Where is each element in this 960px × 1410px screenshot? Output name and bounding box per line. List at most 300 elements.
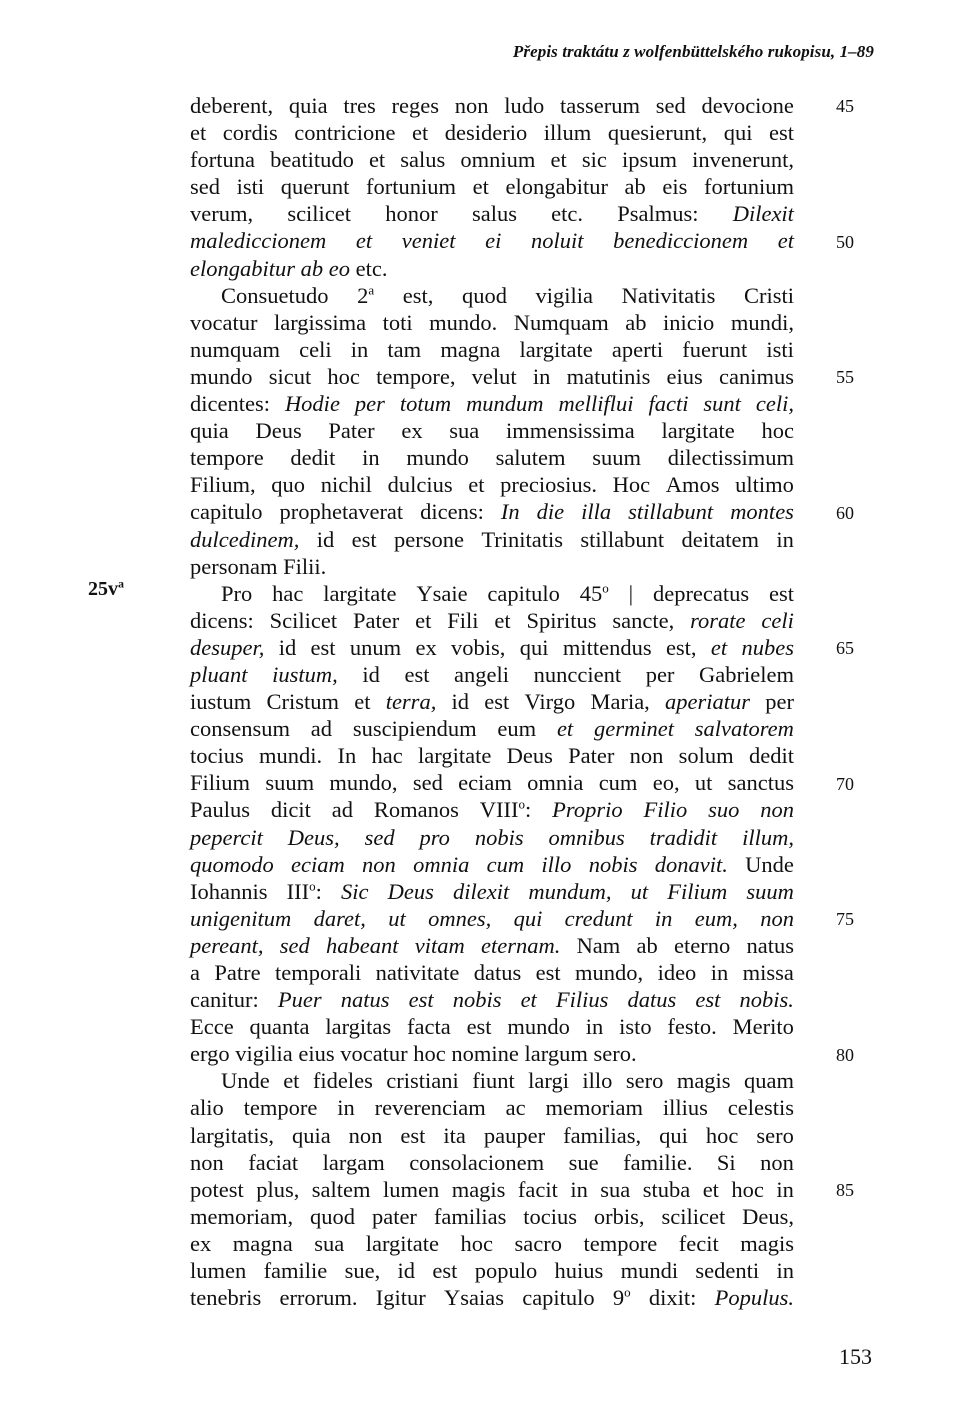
text-word: noluit — [530, 228, 584, 254]
text-word: fecit — [678, 1230, 719, 1256]
text-word: illum — [543, 120, 592, 146]
text-word: salutem — [495, 445, 566, 471]
text-word: hoc — [705, 1122, 739, 1148]
text-word: dicit — [270, 797, 311, 823]
text-line — [190, 255, 794, 282]
text-word: capitulo — [522, 1285, 595, 1311]
text-line — [190, 715, 794, 742]
text-word: mundo, — [329, 770, 398, 796]
text-word: prophetaverat — [279, 499, 404, 525]
text-word: dicens: — [190, 607, 254, 633]
text-word: Gabrielem — [699, 661, 794, 687]
text-word: sancte, — [612, 607, 675, 633]
text-word: est — [408, 987, 434, 1013]
text-word: toti — [382, 309, 413, 335]
body-text — [190, 92, 794, 1311]
text-word: magis — [451, 1176, 506, 1202]
text-word: quo — [271, 472, 306, 498]
text-word: Deus, — [287, 824, 340, 850]
text-word: non — [348, 1122, 383, 1148]
text-line — [190, 444, 794, 471]
text-word: eo — [328, 255, 350, 281]
text-word: eternam. — [480, 932, 561, 958]
text-word: vigilia — [535, 282, 594, 308]
text-word: fuerunt — [682, 336, 748, 362]
text-word: scilicet — [661, 1203, 726, 1229]
text-word: nubes — [741, 634, 794, 660]
text-word: in — [350, 336, 369, 362]
text-word: est — [400, 1122, 426, 1148]
text-word: id — [316, 526, 335, 552]
text-line — [190, 282, 794, 309]
text-word: tres — [343, 93, 376, 118]
text-line — [190, 1257, 794, 1284]
text-word: in — [532, 363, 551, 389]
text-word: familie — [263, 1258, 328, 1284]
text-word: et — [415, 607, 432, 633]
line-number: 75 — [836, 909, 854, 929]
text-word: vitam — [414, 932, 465, 958]
text-word: nobis — [452, 987, 502, 1013]
text-word: in — [585, 1014, 604, 1040]
text-word: magna — [440, 336, 501, 362]
text-word: montes — [730, 499, 794, 525]
text-word: fiunt — [472, 1068, 515, 1094]
text-word: Populus. — [714, 1285, 794, 1311]
text-word: mundi — [620, 1258, 679, 1284]
text-line — [190, 688, 794, 715]
text-line — [190, 1149, 794, 1176]
text-word: per — [354, 391, 385, 417]
text-line — [190, 634, 794, 661]
text-word: immensissima — [506, 418, 635, 444]
text-line — [190, 1122, 794, 1149]
text-word: tempore, — [376, 363, 456, 389]
text-word: personam — [190, 553, 278, 579]
text-word: in — [710, 960, 729, 985]
text-word: in — [570, 1176, 588, 1202]
text-word: stillabunt — [580, 526, 665, 552]
folio-margin-note — [88, 578, 124, 601]
text-word: natus — [746, 932, 794, 958]
text-word: illo — [582, 1068, 613, 1094]
text-word: hoc — [731, 1176, 764, 1202]
text-word: ergo — [190, 1041, 230, 1067]
text-word: tasserum — [560, 93, 640, 118]
text-word: huius — [554, 1258, 604, 1284]
text-word: Deus, — [742, 1203, 794, 1229]
text-word: aperti — [611, 336, 664, 362]
text-line — [190, 417, 794, 444]
text-word: ad — [310, 716, 333, 742]
text-word: est — [466, 1014, 492, 1040]
text-word: fortunium — [703, 174, 794, 200]
text-word: matutinis — [566, 363, 651, 389]
text-word: facti — [648, 391, 689, 417]
text-word: in — [337, 1095, 355, 1121]
line-number: 55 — [836, 367, 854, 387]
text-line — [190, 1013, 794, 1040]
text-word: devocione — [701, 93, 794, 118]
text-word: sed — [412, 770, 443, 796]
text-word: quomodo — [190, 851, 274, 877]
text-word: id — [278, 634, 297, 660]
text-word: Trinitatis — [481, 526, 564, 552]
text-word: festo. — [667, 1014, 717, 1040]
text-word: familias — [433, 1203, 507, 1229]
text-line — [190, 526, 794, 553]
text-word: canitur: — [190, 987, 259, 1013]
folio-label: 25v — [88, 578, 118, 600]
text-word: Nativitatis — [621, 282, 716, 308]
text-line — [190, 1230, 794, 1257]
text-word: Spiritus — [526, 607, 597, 633]
text-word: missa — [742, 960, 794, 985]
text-word: non — [362, 851, 396, 877]
text-word: scilicet — [287, 201, 352, 227]
text-word: suo — [708, 797, 740, 823]
text-word: mundi, — [730, 309, 794, 335]
text-word: est — [695, 987, 721, 1013]
text-word: Maria, — [590, 689, 650, 715]
text-word: eterno — [674, 932, 731, 958]
text-word: natus — [340, 987, 390, 1013]
text-word: in — [776, 1258, 794, 1284]
text-word: Filium, — [190, 472, 256, 498]
text-word: hac — [371, 743, 403, 769]
text-word: largitate — [323, 580, 397, 606]
text-word: vocatur — [190, 309, 258, 335]
text-word: mundum, — [528, 878, 612, 904]
line-number: 85 — [836, 1180, 854, 1200]
text-word: hoc — [413, 1041, 446, 1067]
text-word: germinet — [593, 716, 674, 742]
text-word: hoc — [460, 1230, 494, 1256]
text-word: aperiatur — [665, 689, 751, 715]
text-word: malediccionem — [190, 228, 327, 254]
text-line — [190, 92, 794, 119]
text-word: inicio — [663, 309, 715, 335]
text-word: Unde — [221, 1068, 270, 1094]
text-line — [190, 905, 794, 932]
text-word: celestis — [727, 1095, 794, 1121]
text-word: mundo — [190, 363, 253, 389]
text-word: ex — [415, 634, 437, 660]
text-word: Consuetudo — [221, 282, 329, 308]
text-word: Puer — [277, 987, 322, 1013]
text-word: unum — [349, 634, 402, 660]
text-word: sicut — [268, 363, 312, 389]
text-word: tam — [387, 336, 422, 362]
text-word: non — [454, 93, 489, 118]
text-word: capitulo — [487, 580, 560, 606]
text-word: quod — [461, 282, 507, 308]
text-word: eius — [666, 363, 703, 389]
text-word: et — [468, 472, 485, 498]
text-word: non — [190, 1149, 224, 1175]
text-word: 45$^o$ — [579, 580, 609, 606]
text-word: sero — [625, 1068, 664, 1094]
text-line — [190, 1176, 794, 1203]
text-word: sedenti — [695, 1258, 760, 1284]
text-word: ideo — [657, 960, 697, 985]
text-word: et — [368, 147, 386, 173]
text-word: est — [535, 960, 561, 985]
text-word: capitulo — [190, 499, 263, 525]
text-word: Filii. — [283, 553, 327, 579]
text-word: Hoc — [612, 472, 651, 498]
text-word: sanctus — [727, 770, 794, 796]
text-word: dilexit — [453, 878, 510, 904]
text-word: ludo — [504, 93, 545, 118]
text-word: vigilia — [235, 1041, 293, 1067]
text-word: ab — [624, 174, 646, 200]
text-word: reverenciam — [374, 1095, 486, 1121]
text-word: Filius — [555, 987, 609, 1013]
text-word: daret, — [313, 905, 366, 931]
text-word: elongabitur — [190, 255, 295, 281]
text-word: numquam — [190, 336, 280, 362]
text-word: sua — [449, 418, 480, 444]
text-word: tempore — [583, 1230, 658, 1256]
text-word: sua — [314, 1230, 345, 1256]
text-word: largitas — [325, 1014, 392, 1040]
text-word: etc. — [551, 201, 584, 227]
text-word: vobis, — [451, 634, 506, 660]
text-line — [190, 1094, 794, 1121]
text-word: III$^o$: — [286, 878, 322, 904]
text-word: suum — [746, 878, 794, 904]
text-word: consolacionem — [409, 1149, 545, 1175]
text-word: errorum. — [279, 1285, 358, 1311]
text-word: isti — [766, 336, 794, 362]
text-word: suscipiendum — [352, 716, 477, 742]
text-word: tenebris — [190, 1285, 262, 1311]
text-word: fideles — [312, 1068, 373, 1094]
text-word: eis — [662, 174, 688, 200]
text-word: pepercit — [190, 824, 263, 850]
text-word: et — [412, 120, 429, 146]
text-word: suum — [592, 445, 642, 471]
text-word: mundo — [507, 1014, 570, 1040]
text-word: credunt — [564, 905, 633, 931]
text-word: per — [765, 689, 794, 715]
text-word: Sic — [341, 878, 369, 904]
text-word: est, — [402, 282, 434, 308]
text-word: magis — [676, 1068, 731, 1094]
text-line — [190, 1203, 794, 1230]
text-word: Ecce — [190, 1014, 234, 1040]
text-word: largitate — [365, 1230, 440, 1256]
text-word: Psalmus: — [617, 201, 699, 227]
text-word: ab — [300, 255, 324, 281]
text-word: preciosius. — [500, 472, 597, 498]
text-word: salus — [400, 147, 446, 173]
text-word: ultimo — [735, 472, 794, 498]
text-word: sunt — [703, 391, 741, 417]
text-word: qui — [723, 120, 753, 146]
text-line — [190, 336, 794, 363]
text-line — [190, 200, 794, 227]
text-word: Pater — [568, 743, 615, 769]
text-word: dicentes: — [190, 391, 270, 417]
text-word: sero. — [593, 1041, 637, 1067]
text-word: omnia — [527, 770, 584, 796]
text-word: omnes, — [428, 905, 492, 931]
text-word: pater — [371, 1203, 417, 1229]
text-word: et — [355, 228, 373, 254]
text-word: illum, — [742, 824, 794, 850]
text-word: dulcius — [387, 472, 453, 498]
text-word: quam — [744, 1068, 794, 1094]
text-word: ab — [636, 932, 658, 958]
text-word: Ysaie — [416, 580, 468, 606]
text-word: tocius — [190, 743, 244, 769]
text-word: hac — [272, 580, 304, 606]
text-word: cordis — [222, 120, 278, 146]
text-word: non — [760, 797, 794, 823]
text-word: unigenitum — [190, 905, 292, 931]
text-word: celi, — [755, 391, 794, 417]
text-word: sero — [756, 1122, 794, 1148]
folio-sup: a — [118, 576, 124, 591]
text-line — [190, 878, 794, 905]
text-word: querunt — [280, 174, 350, 200]
text-word: Virgo — [524, 689, 576, 715]
text-word: Filium — [190, 770, 251, 796]
text-line — [190, 471, 794, 498]
text-word: familie. — [623, 1149, 693, 1175]
text-word: et — [710, 634, 728, 660]
text-line — [190, 959, 794, 986]
text-word: pluant — [190, 661, 248, 687]
text-word: persone — [393, 526, 464, 552]
text-line — [190, 661, 794, 688]
text-word: ei — [485, 228, 502, 254]
text-word: facta — [407, 1014, 451, 1040]
text-word: reges — [391, 93, 440, 118]
text-word: id — [451, 689, 470, 715]
text-word: cum — [486, 851, 525, 877]
text-word: 9$^o$ — [612, 1284, 631, 1311]
text-word: quia — [291, 1122, 331, 1148]
text-word: Amos — [665, 472, 720, 498]
text-word: est — [404, 661, 430, 687]
text-word: terra, — [385, 689, 437, 715]
text-word: nichil — [320, 472, 372, 498]
text-word: nunccient — [533, 661, 622, 687]
text-word: contricione — [294, 120, 396, 146]
text-word: ut — [388, 905, 406, 931]
text-word: Paulus — [190, 797, 251, 823]
text-line — [190, 119, 794, 146]
text-word: per — [645, 661, 675, 687]
text-word: tempore — [190, 445, 264, 471]
text-word: dedit — [290, 445, 336, 471]
text-word: ab — [625, 309, 647, 335]
text-word: fortunium — [366, 174, 457, 200]
text-word: et — [354, 689, 371, 715]
text-word: angeli — [454, 661, 510, 687]
text-word: Pater — [352, 607, 400, 633]
text-line — [190, 932, 794, 959]
text-word: Filium — [667, 878, 728, 904]
text-word: sue, — [344, 1258, 381, 1284]
text-word: tocius — [523, 1203, 577, 1229]
text-word: cum — [598, 770, 638, 796]
text-word: cristiani — [386, 1068, 459, 1094]
text-word: hoc — [761, 418, 794, 444]
text-word: dicens: — [420, 499, 484, 525]
text-word: sed — [279, 932, 310, 958]
text-word: mundum — [466, 391, 544, 417]
text-word: eum, — [694, 905, 738, 931]
text-word: memoriam — [545, 1095, 643, 1121]
text-word: datus — [473, 960, 522, 985]
text-word: benediccionem — [613, 228, 749, 254]
text-word: quanta — [249, 1014, 310, 1040]
text-word: illo — [541, 851, 572, 877]
text-word: et — [777, 228, 794, 254]
text-word: et — [472, 174, 489, 200]
text-word: quia — [190, 418, 229, 444]
text-line — [190, 742, 794, 769]
text-word: ut — [630, 878, 649, 904]
text-word: dulcedinem, — [190, 526, 300, 552]
text-word: plus, — [256, 1176, 300, 1202]
text-word: datus — [627, 987, 677, 1013]
text-word: populo — [474, 1258, 538, 1284]
text-word: stuba — [642, 1176, 691, 1202]
text-word: die — [536, 499, 565, 525]
text-word: et — [556, 716, 574, 742]
text-word: invenerunt, — [692, 147, 794, 173]
text-word: Hodie — [284, 391, 340, 417]
text-word: Cristi — [743, 282, 794, 308]
text-word: ex — [190, 1230, 212, 1256]
text-word: a — [190, 960, 200, 985]
text-word: in — [654, 905, 673, 931]
text-word: Deus — [387, 878, 434, 904]
text-word: eciam — [458, 770, 512, 796]
text-word: illa — [581, 499, 612, 525]
text-word: fortuna — [190, 147, 255, 173]
text-word: elongabitur — [505, 174, 608, 200]
text-word: Patre — [214, 960, 261, 985]
text-word: illius — [662, 1095, 708, 1121]
text-word: memoriam, — [190, 1203, 294, 1229]
text-word: in — [362, 445, 380, 471]
text-word: deprecatus — [652, 580, 750, 606]
text-line — [190, 580, 794, 607]
text-word: magna — [232, 1230, 293, 1256]
text-word: nobis. — [739, 987, 794, 1013]
text-word: largitate — [661, 418, 735, 444]
text-word: sed — [655, 93, 686, 118]
text-word: pereant, — [190, 932, 264, 958]
text-word: ipsum — [622, 147, 678, 173]
text-word: In — [500, 499, 520, 525]
text-line — [190, 309, 794, 336]
text-word: largum — [524, 1041, 588, 1067]
text-word: honor — [385, 201, 438, 227]
text-line — [190, 1040, 794, 1067]
text-word: quod — [310, 1203, 356, 1229]
text-word: mundi. — [259, 743, 323, 769]
text-word: nomine — [451, 1041, 519, 1067]
text-word: tradidit — [649, 824, 718, 850]
text-word: consensum — [190, 716, 290, 742]
